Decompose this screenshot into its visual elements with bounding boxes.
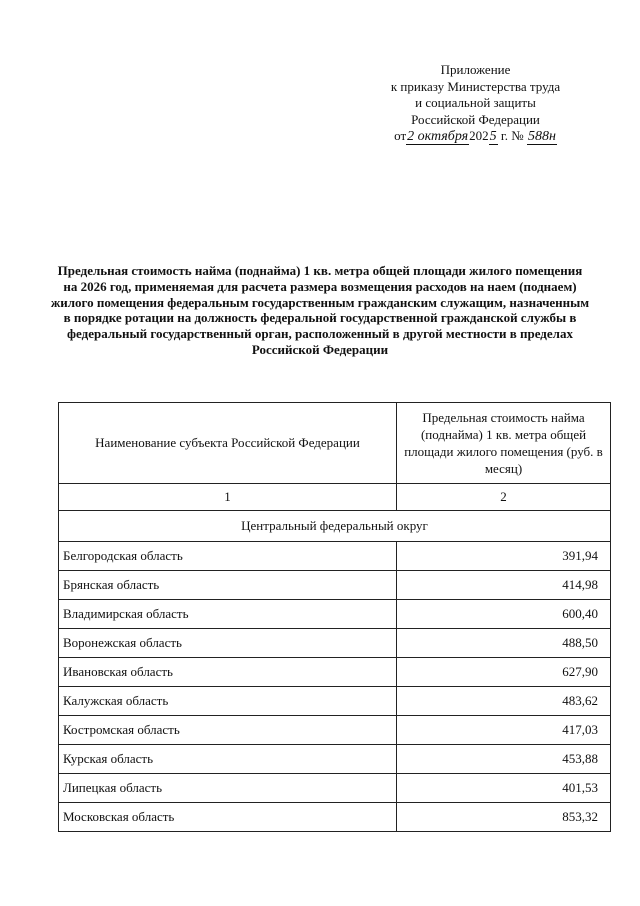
column-number-row xyxy=(59,484,611,511)
table-row xyxy=(59,629,611,658)
district-row xyxy=(59,511,611,542)
region-name: Владимирская область xyxy=(59,600,397,629)
region-name: Белгородская область xyxy=(59,542,397,571)
table-row xyxy=(59,542,611,571)
table-row xyxy=(59,716,611,745)
district-name: Центральный федеральный округ xyxy=(59,511,611,542)
document-title: Предельная стоимость найма (поднайма) 1 кв. метра общей площади жилого помещения на 2026 год, применяемая для расчета размера возмещения расходов на наем (поднаем) жилого помещения федеральным государственным гражданским служащим, назначенным в порядке ротации на должность федеральной государственной гражданской службы в федеральный государственный орган, расположенный в другой местности в пределах Российской Федерации xyxy=(50,263,590,357)
header-region-name: Наименование субъекта Российской Федерации xyxy=(59,403,397,484)
region-cost: 453,88 xyxy=(397,745,611,774)
date-prefix: от xyxy=(394,128,407,143)
region-cost: 600,40 xyxy=(397,600,611,629)
header-max-cost: Предельная стоимость найма (поднайма) 1 кв. метра общей площади жилого помещения (руб. в месяц) xyxy=(397,403,611,484)
table-row xyxy=(59,774,611,803)
region-cost: 391,94 xyxy=(397,542,611,571)
region-name: Курская область xyxy=(59,745,397,774)
region-cost: 414,98 xyxy=(397,571,611,600)
table-row xyxy=(59,745,611,774)
table-row xyxy=(59,571,611,600)
appendix-label: Приложение xyxy=(440,62,511,77)
region-cost: 488,50 xyxy=(397,629,611,658)
cost-table xyxy=(58,402,611,832)
order-date-number xyxy=(368,128,583,145)
table-row xyxy=(59,687,611,716)
region-cost: 853,32 xyxy=(397,803,611,832)
column-number-2: 2 xyxy=(397,484,611,511)
column-number-1: 1 xyxy=(59,484,397,511)
region-cost: 401,53 xyxy=(397,774,611,803)
region-name: Брянская область xyxy=(59,571,397,600)
appendix-ministry: и социальной защиты xyxy=(415,95,536,110)
table-header-row xyxy=(59,403,611,484)
region-name: Калужская область xyxy=(59,687,397,716)
number-prefix: г. № xyxy=(500,128,524,143)
table-row xyxy=(59,658,611,687)
region-cost: 483,62 xyxy=(397,687,611,716)
region-name: Липецкая область xyxy=(59,774,397,803)
region-name: Ивановская область xyxy=(59,658,397,687)
appendix-country: Российской Федерации xyxy=(411,111,540,127)
region-cost: 627,90 xyxy=(397,658,611,687)
region-name: Костромская область xyxy=(59,716,397,745)
handwritten-year: 5 xyxy=(489,129,497,144)
region-name: Московская область xyxy=(59,803,397,832)
handwritten-date: 2 октября xyxy=(407,129,469,144)
appendix-order-ref: к приказу Министерства труда xyxy=(390,78,561,94)
table-row xyxy=(59,803,611,832)
handwritten-order-number: 588н xyxy=(527,129,556,144)
year-prefix: 202 xyxy=(469,128,489,143)
table-row xyxy=(59,600,611,629)
region-cost: 417,03 xyxy=(397,716,611,745)
region-name: Воронежская область xyxy=(59,629,397,658)
appendix-block xyxy=(368,62,583,145)
